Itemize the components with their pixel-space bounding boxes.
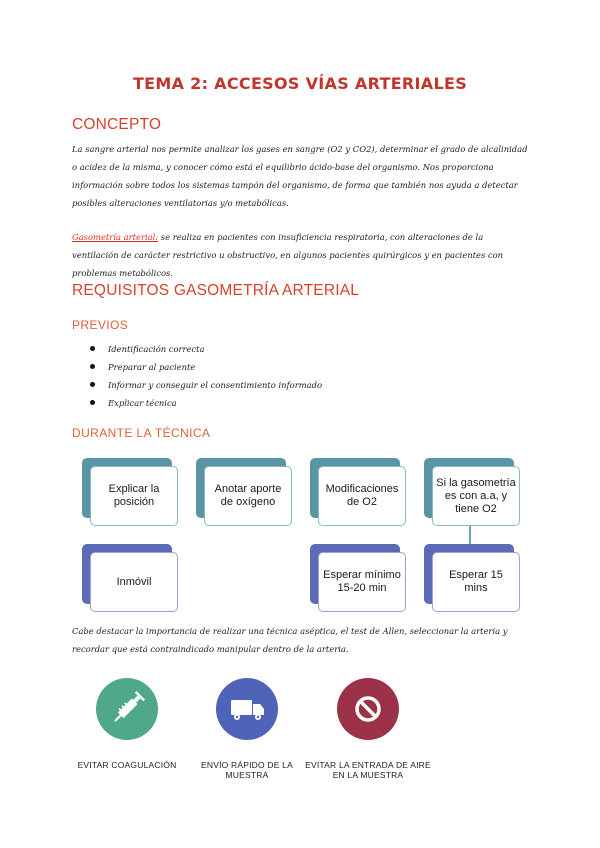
syringe-icon-circle: [96, 678, 158, 740]
step-label: Inmóvil: [90, 552, 178, 612]
requisitos-heading: REQUISITOS GASOMETRÍA ARTERIAL: [72, 282, 360, 299]
truck-icon: [216, 678, 278, 740]
list-item: Informar y conseguir el consentimiento informado: [88, 376, 322, 394]
step-card: [424, 458, 520, 528]
icon-label: EVITAR LA ENTRADA DE AIRE EN LA MUESTRA: [305, 760, 431, 780]
step-card: [424, 544, 520, 614]
previos-list: [88, 340, 322, 412]
step-card: [196, 458, 292, 528]
list-item: Preparar al paciente: [88, 358, 322, 376]
syringe-icon: [96, 678, 158, 740]
step-card: [82, 458, 178, 528]
icon-label: EVITAR COAGULACIÓN: [77, 760, 177, 770]
step-label: Explicar la posición: [90, 466, 178, 526]
icon-label: ENVÍO RÁPIDO DE LA MUESTRA: [201, 760, 293, 780]
gasometria-text: se realiza en pacientes con insuficiencia respiratoria, con alteraciones de la ventilación de carácter restrictivo u obstructivo, en algunos pacientes quirúrgicos y en pacientes con problemas metabólicos.: [72, 232, 504, 278]
gasometria-paragraph: [72, 228, 528, 282]
step-card: [82, 544, 178, 614]
prohibited-icon: [337, 678, 399, 740]
prohibited-icon-circle: [337, 678, 399, 740]
step-label: Esperar mínimo 15-20 min: [318, 552, 406, 612]
list-item: Explicar técnica: [88, 394, 322, 412]
concepto-heading: CONCEPTO: [72, 116, 162, 133]
step-label: Si la gasometría es con a.a, y tiene O2: [432, 466, 520, 526]
step-label: Esperar 15 mins: [432, 552, 520, 612]
step-card: [310, 544, 406, 614]
step-card: [310, 458, 406, 528]
page-title: TEMA 2: ACCESOS VÍAS ARTERIALES: [132, 74, 468, 93]
list-item: Identificación correcta: [88, 340, 322, 358]
closing-note: Cabe destacar la importancia de realizar una técnica aséptica, el test de Allen, seleccionar la arteria y recordar que está contraindicado manipular dentro de la arteria.: [72, 626, 508, 654]
concepto-paragraph: La sangre arterial nos permite analizar los gases en sangre (O2 y CO2), determinar el grado de alcalinidad o acidez de la misma, y conocer cómo está el equilibrio ácido-base del organismo. Nos proporciona información sobre todos los sistemas tampón del organismo, de forma que también nos ayuda a detectar posibles alteraciones ventilatorias y/o metabólicas.: [72, 144, 528, 208]
truck-icon-circle: [216, 678, 278, 740]
durante-heading: DURANTE LA TÉCNICA: [72, 426, 211, 440]
gasometria-term: Gasometría arterial:: [72, 232, 159, 242]
previos-heading: PREVIOS: [72, 318, 129, 332]
step-label: Anotar aporte de oxígeno: [204, 466, 292, 526]
step-label: Modificaciones de O2: [318, 466, 406, 526]
